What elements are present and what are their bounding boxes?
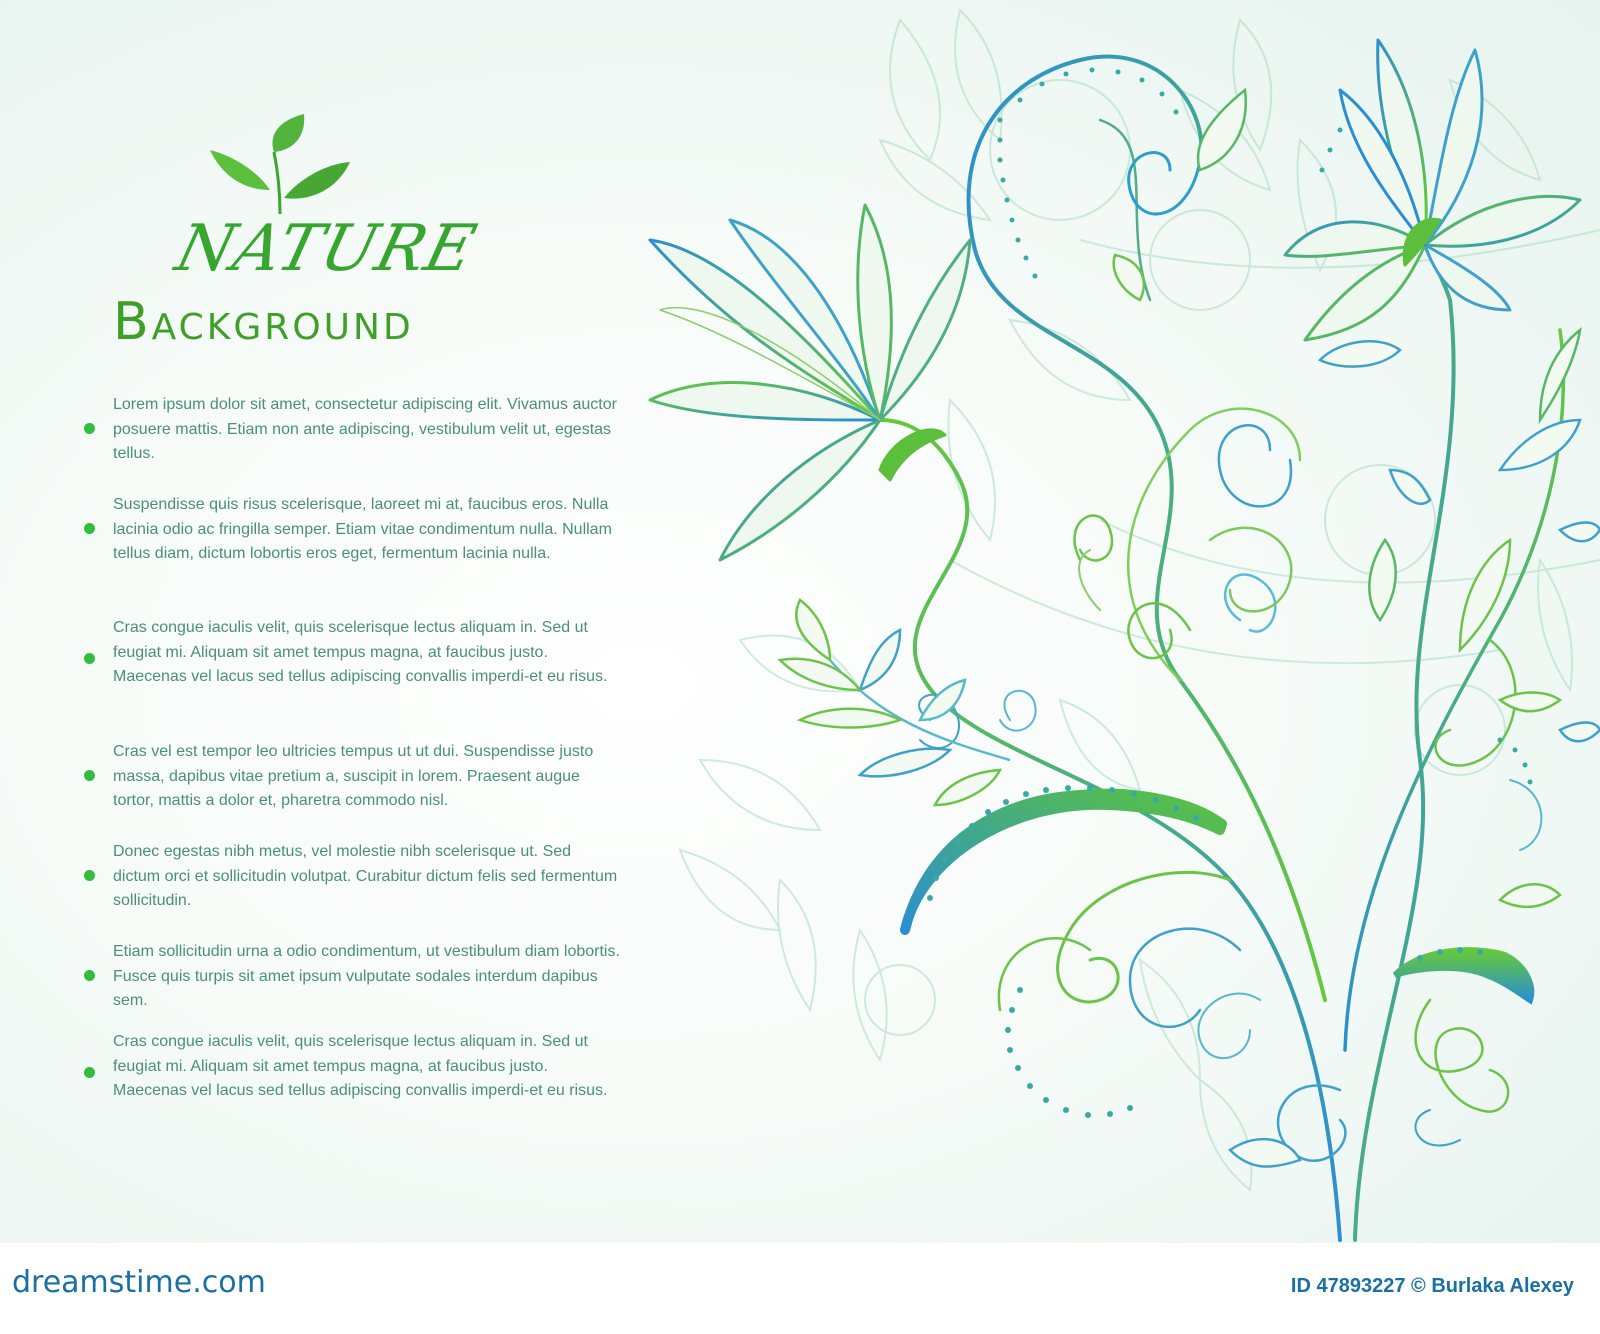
list-item	[80, 840, 620, 940]
bullet-dot	[84, 870, 95, 881]
paragraph-text: Etiam sollicitudin urna a odio condimentum, ut vestibulum diam lobortis. Fusce quis turpis sit amet ipsum vulputate sodales interdum dapibus sem.	[113, 943, 620, 1010]
paragraph-text: Cras congue iaculis velit, quis scelerisque lectus aliquam in. Sed ut feugiat mi. Aliquam sit amet tempus magna, at faucibus justo. Maecenas vel lacus sed tellus adipiscing convallis imperdi-et eu risus.	[113, 1033, 608, 1100]
flower-left	[650, 205, 970, 560]
footer-logo[interactable]: dreamstime.com	[12, 1265, 266, 1300]
list-item	[80, 1030, 620, 1140]
bullet-dot	[84, 423, 95, 434]
bullet-dot	[84, 970, 95, 981]
title-script: NATURE	[168, 212, 484, 286]
list-item	[80, 740, 620, 840]
paragraph-text: Cras congue iaculis velit, quis scelerisque lectus aliquam in. Sed ut feugiat mi. Aliquam sit amet tempus magna, at faucibus justo. Maecenas vel lacus sed tellus adipiscing convallis imperdi-et eu risus.	[113, 619, 608, 686]
text-list	[80, 393, 620, 1140]
bullet-dot	[84, 770, 95, 781]
footer-bar	[0, 1243, 1600, 1334]
swoosh-arc-left	[905, 794, 1222, 930]
paragraph-text: Cras vel est tempor leo ultricies tempus ut ut dui. Suspendisse justo massa, dapibus vitae pretium a, suscipit in lorem. Praesent augue tortor, mattis a dolor et, pharetra commodo nisl.	[113, 743, 594, 810]
list-item	[80, 616, 620, 740]
list-item	[80, 940, 620, 1030]
title-main: Background	[113, 292, 414, 352]
list-item	[80, 393, 620, 493]
paragraph-text: Suspendisse quis risus scelerisque, laoreet mi at, faucibus eros. Nulla lacinia odio ac fringilla semper. Etiam vitae condimentum nulla. Nullam tellus diam, dictum lobortis eros eget, fermentum lacinia nulla.	[113, 496, 612, 563]
swoosh-arc-right	[1395, 950, 1531, 1000]
image-credit: ID 47893227 © Burlaka Alexey	[1290, 1275, 1574, 1297]
leaves-logo-icon	[210, 112, 350, 222]
bullet-dot	[84, 1067, 95, 1078]
bullet-dot	[84, 523, 95, 534]
flower-right	[1285, 40, 1580, 340]
paragraph-text: Donec egestas nibh metus, vel molestie nibh scelerisque ut. Sed dictum orci et sollicitudin volutpat. Curabitur dictum felis sed fermentum sollicitudin.	[113, 843, 618, 910]
paragraph-text: Lorem ipsum dolor sit amet, consectetur adipiscing elit. Vivamus auctor posuere mattis. Etiam non ante adipiscing, vestibulum velit ut, egestas tellus.	[113, 396, 617, 463]
bullet-dot	[84, 653, 95, 664]
list-item	[80, 493, 620, 616]
